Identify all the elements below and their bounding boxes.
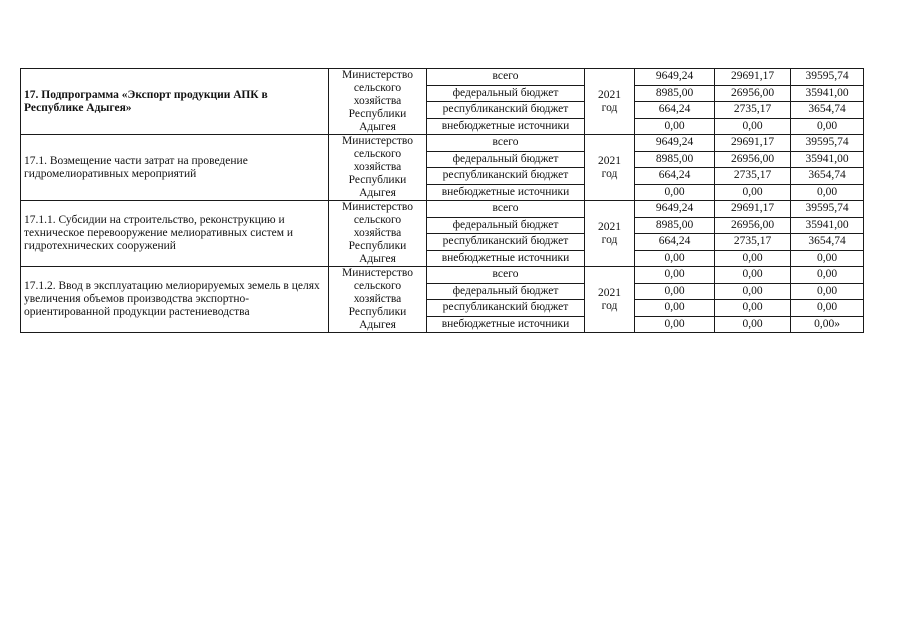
measure-title: 17.1.2. Ввод в эксплуатацию мелиорируемых земель в целях увеличения объемов производства экспортно-ориентированной продукции растениеводства (21, 267, 329, 333)
amount-cell: 0,00 (635, 316, 715, 333)
amount-cell: 0,00 (635, 250, 715, 267)
amount-cell: 0,00 (715, 316, 791, 333)
amount-cell: 9649,24 (635, 69, 715, 86)
table-body (21, 69, 864, 333)
amount-cell: 664,24 (635, 102, 715, 119)
funding-source: федеральный бюджет (427, 283, 585, 300)
funding-source: внебюджетные источники (427, 184, 585, 201)
year-value: 2021 (598, 154, 621, 167)
year-unit: год (601, 233, 618, 246)
amount-cell: 664,24 (635, 234, 715, 251)
year-cell (585, 267, 635, 333)
funding-source: всего (427, 69, 585, 86)
amount-cell: 0,00 (715, 267, 791, 284)
amount-cell: 3654,74 (791, 102, 864, 119)
amount-cell: 0,00 (715, 300, 791, 317)
year-value: 2021 (598, 88, 621, 101)
table-row (21, 267, 864, 284)
amount-cell: 39595,74 (791, 201, 864, 218)
table-row (21, 135, 864, 152)
amount-cell: 39595,74 (791, 135, 864, 152)
amount-cell: 0,00 (635, 300, 715, 317)
funding-source: внебюджетные источники (427, 118, 585, 135)
amount-cell: 39595,74 (791, 69, 864, 86)
table-row (21, 69, 864, 86)
amount-cell: 35941,00 (791, 85, 864, 102)
amount-cell: 0,00 (715, 250, 791, 267)
year-unit: год (601, 299, 618, 312)
amount-cell: 0,00 (635, 267, 715, 284)
responsible-executor: Министерство сельского хозяйства Республики Адыгея (329, 135, 427, 201)
funding-source: внебюджетные источники (427, 250, 585, 267)
funding-source: республиканский бюджет (427, 102, 585, 119)
subprogram-title: 17. Подпрограмма «Экспорт продукции АПК в Республике Адыгея» (21, 69, 329, 135)
amount-cell: 29691,17 (715, 201, 791, 218)
amount-cell: 35941,00 (791, 217, 864, 234)
amount-cell: 2735,17 (715, 102, 791, 119)
amount-cell: 0,00 (791, 250, 864, 267)
year-unit: год (601, 101, 618, 114)
amount-cell: 26956,00 (715, 85, 791, 102)
amount-cell: 664,24 (635, 168, 715, 185)
funding-source: всего (427, 267, 585, 284)
funding-source: всего (427, 135, 585, 152)
budget-table (20, 68, 864, 333)
year-cell (585, 201, 635, 267)
funding-source: внебюджетные источники (427, 316, 585, 333)
amount-cell: 35941,00 (791, 151, 864, 168)
amount-cell: 8985,00 (635, 151, 715, 168)
amount-cell: 29691,17 (715, 135, 791, 152)
measure-title: 17.1.1. Субсидии на строительство, реконструкцию и техническое перевооружение мелиоративных систем и гидротехнических сооружений (21, 201, 329, 267)
amount-cell: 0,00 (715, 184, 791, 201)
amount-cell: 8985,00 (635, 217, 715, 234)
amount-cell: 3654,74 (791, 234, 864, 251)
amount-cell: 29691,17 (715, 69, 791, 86)
amount-cell: 0,00 (791, 300, 864, 317)
funding-source: всего (427, 201, 585, 218)
amount-cell: 0,00 (715, 118, 791, 135)
amount-cell: 0,00 (791, 184, 864, 201)
amount-cell: 0,00 (791, 267, 864, 284)
amount-cell: 26956,00 (715, 151, 791, 168)
amount-cell: 0,00» (791, 316, 864, 333)
amount-cell: 8985,00 (635, 85, 715, 102)
amount-cell: 2735,17 (715, 168, 791, 185)
funding-source: федеральный бюджет (427, 151, 585, 168)
year-cell (585, 135, 635, 201)
funding-source: республиканский бюджет (427, 168, 585, 185)
funding-source: федеральный бюджет (427, 85, 585, 102)
amount-cell: 26956,00 (715, 217, 791, 234)
funding-source: республиканский бюджет (427, 300, 585, 317)
funding-source: федеральный бюджет (427, 217, 585, 234)
amount-cell: 3654,74 (791, 168, 864, 185)
responsible-executor: Министерство сельского хозяйства Республики Адыгея (329, 69, 427, 135)
measure-title: 17.1. Возмещение части затрат на проведение гидромелиоративных мероприятий (21, 135, 329, 201)
amount-cell: 2735,17 (715, 234, 791, 251)
amount-cell: 9649,24 (635, 201, 715, 218)
amount-cell: 0,00 (791, 118, 864, 135)
funding-source: республиканский бюджет (427, 234, 585, 251)
year-cell (585, 69, 635, 135)
year-value: 2021 (598, 220, 621, 233)
year-unit: год (601, 167, 618, 180)
year-value: 2021 (598, 286, 621, 299)
amount-cell: 0,00 (635, 118, 715, 135)
amount-cell: 0,00 (715, 283, 791, 300)
table-row (21, 201, 864, 218)
responsible-executor: Министерство сельского хозяйства Республики Адыгея (329, 267, 427, 333)
amount-cell: 0,00 (791, 283, 864, 300)
amount-cell: 0,00 (635, 184, 715, 201)
amount-cell: 9649,24 (635, 135, 715, 152)
amount-cell: 0,00 (635, 283, 715, 300)
responsible-executor: Министерство сельского хозяйства Республики Адыгея (329, 201, 427, 267)
